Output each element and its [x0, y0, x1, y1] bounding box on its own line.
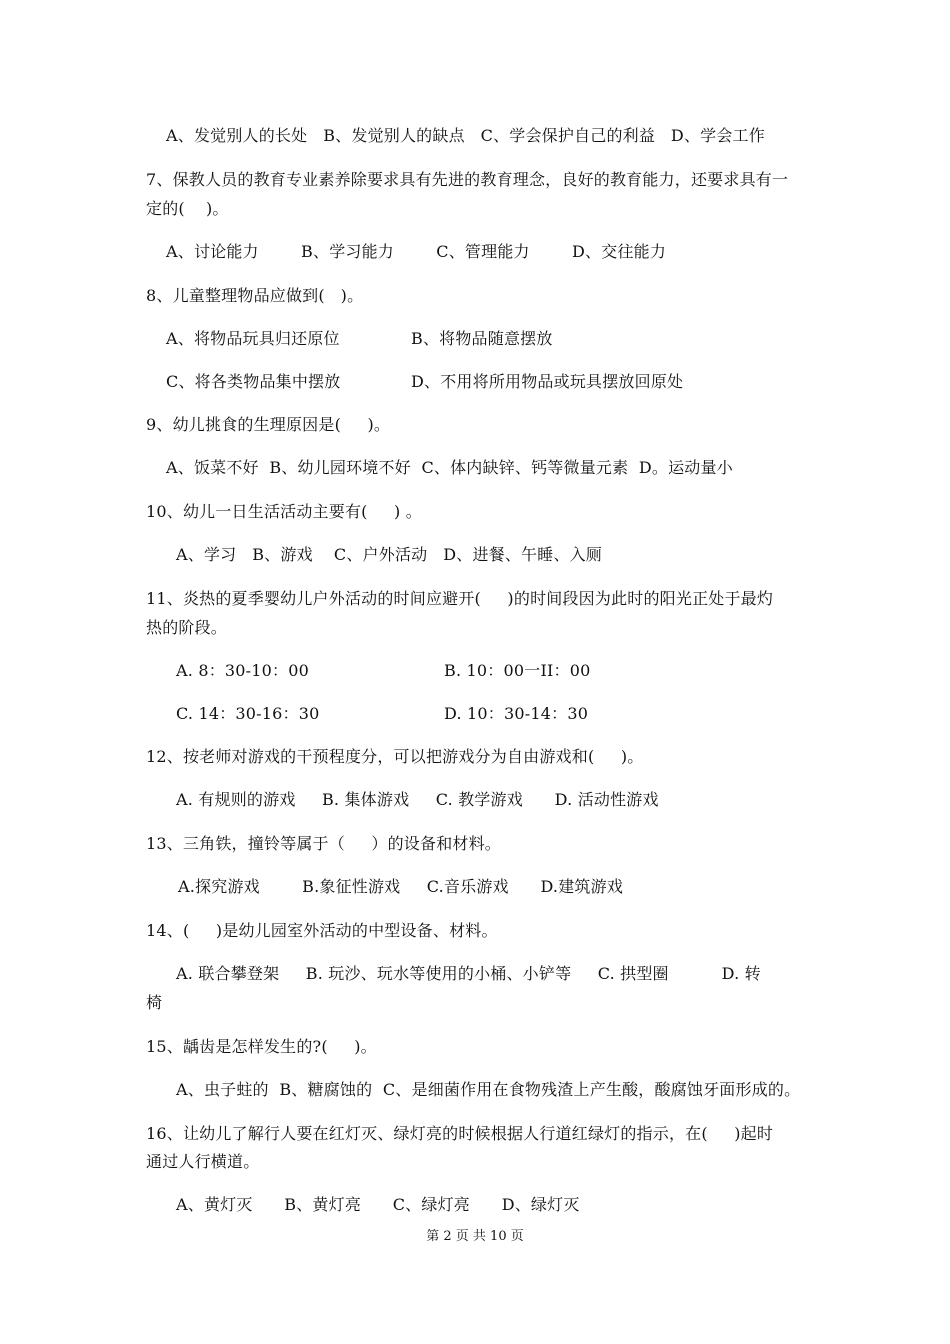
- q16-stem-cont: 通过人行横道。: [146, 1152, 260, 1171]
- q11-option-d: D. 10：30-14：30: [444, 704, 589, 723]
- q10-options: A、学习 B、游戏 C、户外活动 D、进餐、午睡、入厕: [176, 545, 603, 564]
- q10-stem: 10、幼儿一日生活活动主要有( ) 。: [146, 502, 422, 521]
- q16-stem: 16、让幼儿了解行人要在红灯灭、绿灯亮的时候根据人行道红绿灯的指示，在( )起时: [146, 1124, 774, 1143]
- q8-option-a: A、将物品玩具归还原位: [166, 329, 340, 348]
- q14-options-cont: 椅: [146, 993, 163, 1012]
- q11-stem: 11、炎热的夏季婴幼儿户外活动的时间应避开( )的时间段因为此时的阳光正处于最灼: [146, 589, 774, 608]
- q8-stem: 8、儿童整理物品应做到( )。: [146, 286, 364, 305]
- page-footer: 第 2 页 共 10 页: [426, 1229, 524, 1244]
- q7-stem-cont: 定的( )。: [146, 199, 229, 218]
- q12-options: A. 有规则的游戏 B. 集体游戏 C. 教学游戏 D. 活动性游戏: [176, 790, 659, 809]
- q16-options: A、黄灯灭 B、黄灯亮 C、绿灯亮 D、绿灯灭: [176, 1195, 580, 1214]
- q7-stem: 7、保教人员的教育专业素养除要求具有先进的教育理念，良好的教育能力，还要求具有一: [146, 170, 789, 189]
- q15-stem: 15、龋齿是怎样发生的?( )。: [146, 1037, 377, 1056]
- q11-option-c: C. 14：30-16：30: [176, 704, 320, 723]
- q9-stem: 9、幼儿挑食的生理原因是( )。: [146, 415, 391, 434]
- q7-options: A、讨论能力 B、学习能力 C、管理能力 D、交往能力: [166, 242, 667, 261]
- q11-option-b: B. 10：00一II：00: [444, 661, 591, 680]
- q13-stem: 13、三角铁，撞铃等属于（ ）的设备和材料。: [146, 834, 501, 853]
- q13-options: A.探究游戏 B.象征性游戏 C.音乐游戏 D.建筑游戏: [178, 877, 624, 896]
- q8-option-d: D、不用将所用物品或玩具摆放回原处: [411, 372, 684, 391]
- q9-options: A、饭菜不好 B、幼儿园环境不好 C、体内缺锌、钙等微量元素 D。运动量小: [166, 458, 733, 477]
- q14-stem: 14、( )是幼儿园室外活动的中型设备、材料。: [146, 921, 498, 940]
- q8-option-b: B、将物品随意摆放: [411, 329, 553, 348]
- q11-stem-cont: 热的阶段。: [146, 618, 228, 637]
- q15-options: A、虫子蛀的 B、糖腐蚀的 C、是细菌作用在食物残渣上产生酸，酸腐蚀牙面形成的。: [176, 1080, 801, 1099]
- q11-option-a: A. 8：30-10：00: [176, 661, 309, 680]
- q12-stem: 12、按老师对游戏的干预程度分，可以把游戏分为自由游戏和( )。: [146, 747, 644, 766]
- q8-option-c: C、将各类物品集中摆放: [166, 372, 341, 391]
- q6-options: A、发觉别人的长处 B、发觉别人的缺点 C、学会保护自己的利益 D、学会工作: [166, 126, 765, 145]
- q14-options: A. 联合攀登架 B. 玩沙、玩水等使用的小桶、小铲等 C. 拱型圈 D. 转: [176, 964, 761, 983]
